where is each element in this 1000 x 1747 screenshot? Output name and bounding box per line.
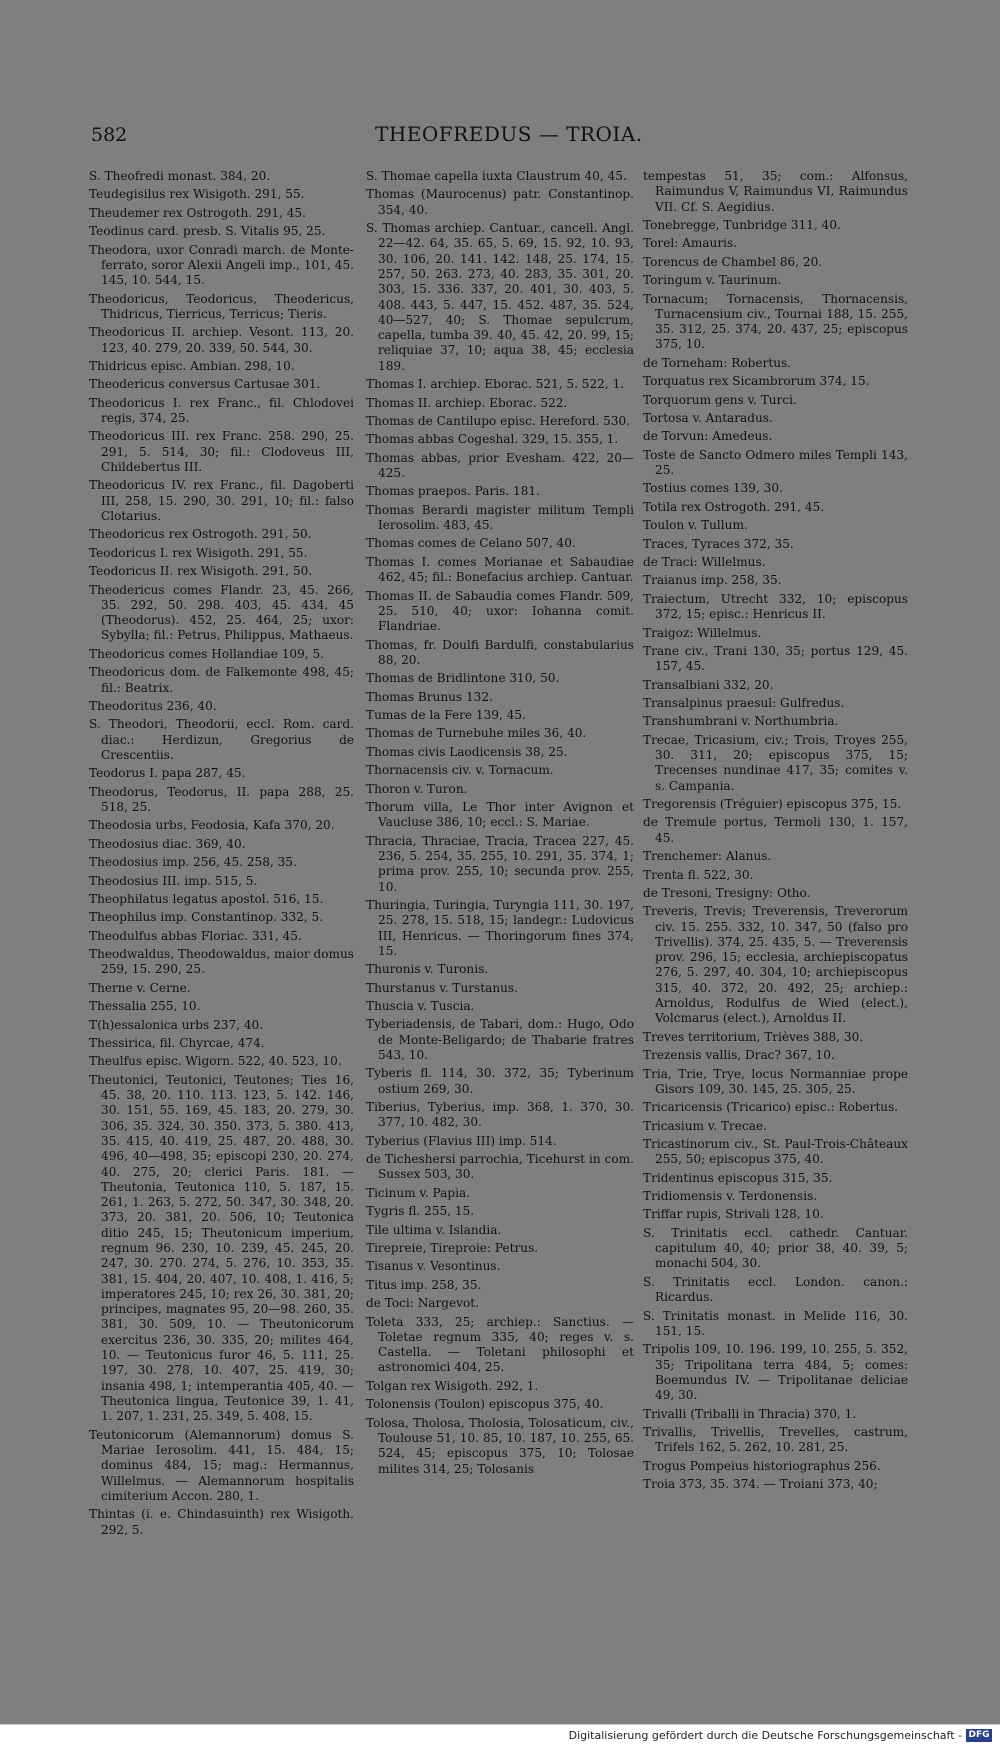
index-entry: Thomas Berardi magister militum Templi Ierosolim. 483, 45. xyxy=(366,502,634,533)
index-entry: Theodoricus rex Ostrogoth. 291, 50. xyxy=(89,527,312,542)
index-entry: Trivalli (Triballi in Thracia) 370, 1. xyxy=(643,1406,857,1421)
index-entry: Traces, Tyraces 372, 35. xyxy=(643,536,794,551)
index-entry: Troia 373, 35. 374. — Troiani 373, 40; xyxy=(643,1476,878,1491)
index-entry: Tolonensis (Toulon) episcopus 375, 40. xyxy=(366,1397,604,1412)
index-entry: Theodoricus II. archiep. Vesont. 113, 20. 123, 40. 279, 20. 339, 50. 544, 30. xyxy=(89,325,354,355)
index-entry: S. Trinitatis eccl. cathedr. Cantuar. capitulum 40, 40; prior 38, 40. 39, 5; monachi 504, 30. xyxy=(643,1225,908,1271)
index-entry: Thomas de Bridlintone 310, 50. xyxy=(366,671,560,686)
index-entry: Theodericus conversus Cartusae 301. xyxy=(89,377,321,392)
index-entry: Thracia, Thraciae, Tracia, Tracea 227, 45. 236, 5. 254, 35. 255, 10. 291, 35. 374, 1; prima prov. 255, 10; secunda prov. 255, 10. xyxy=(366,833,634,894)
dfg-logo: DFG xyxy=(966,1729,992,1742)
index-entry: Toleta 333, 25; archiep.: Sanctius. — Toletae regnum 335, 40; reges v. s. Castella. — Toletani philosophi et astronomici 404, 25. xyxy=(366,1314,634,1375)
index-entry: Tortosa v. Antaradus. xyxy=(643,411,773,425)
index-entry: Thomas abbas Cogeshal. 329, 15. 355, 1. xyxy=(366,432,619,447)
index-entry: Thomas praepos. Paris. 181. xyxy=(366,484,540,499)
index-entry: Tridiomensis v. Terdonensis. xyxy=(643,1189,818,1204)
index-entry: Torencus de Chambel 86, 20. xyxy=(643,254,823,269)
index-entry: Tripolis 109, 10. 196. 199, 10. 255, 5. 352, 35; Tripolitana terra 484, 5; comes: Boemundus IV. — Tripolitanae deliciae 49, 30. xyxy=(643,1342,908,1403)
index-entry: Torel: Amauris. xyxy=(643,236,738,251)
index-entry: Thomas I. comes Morianae et Sabaudiae 462, 45; fil.: Bonefacius archiep. Cantuar. xyxy=(366,554,634,585)
index-entry: Transalpinus praesul: Gulfredus. xyxy=(643,695,845,710)
index-entry: Tirepreie, Tireproie: Petrus. xyxy=(366,1240,539,1255)
index-entry: Tolgan rex Wisigoth. 292, 1. xyxy=(366,1378,539,1393)
index-entry: Theodosius imp. 256, 45. 258, 35. xyxy=(89,855,297,870)
index-entry: Theodoricus comes Hollandiae 109, 5. xyxy=(89,646,325,661)
index-entry: Tregorensis (Tréguier) episcopus 375, 15. xyxy=(643,797,902,812)
index-entry: Theodericus comes Flandr. 23, 45. 266, 35. 292, 50. 298. 403, 45. 434, 45 (Theodorus). 452, 25. 464, 25; uxor: Sybylla; fil.: Petrus, Philippus, Mathaeus. xyxy=(89,582,354,643)
index-entry: Tornacum; Tornacensis, Thornacensis, Turnacensium civ., Tournai 188, 15. 255, 35. 312, 25. 374, 20. 437, 25; episcopus 375, 10. xyxy=(643,291,908,352)
index-entry: de Toci: Nargevot. xyxy=(366,1296,480,1311)
index-entry: S. Theofredi monast. 384, 20. xyxy=(89,169,271,183)
index-entry: Thomas civis Laodicensis 38, 25. xyxy=(366,744,568,759)
index-entry: Theulfus episc. Wigorn. 522, 40. 523, 10. xyxy=(89,1054,342,1069)
page-number: 582 xyxy=(91,124,128,146)
index-entry: Tiberius, Tyberius, imp. 368, 1. 370, 30. 377, 10. 482, 30. xyxy=(366,1100,634,1130)
index-entry: Theophilus imp. Constantinop. 332, 5. xyxy=(89,910,324,925)
footer-credit: Digitalisierung gefördert durch die Deutsche Forschungsgemeinschaft - xyxy=(568,1729,962,1742)
index-column-3 xyxy=(643,169,908,1495)
index-entry: Tyberius (Flavius III) imp. 514. xyxy=(366,1133,557,1148)
index-entry: Tostius comes 139, 30. xyxy=(643,481,783,496)
index-entry: Triffar rupis, Strivali 128, 10. xyxy=(643,1207,824,1222)
index-entry: Thuringia, Turingia, Turyngia 111, 30. 197, 25. 278, 15. 518, 15; landegr.: Ludovicus III, Henricus. — Thoringorum fines 374, 15. xyxy=(366,897,634,958)
index-entry: Thomas comes de Celano 507, 40. xyxy=(366,536,576,551)
index-entry: Thomas de Cantilupo episc. Hereford. 530. xyxy=(366,413,631,428)
index-entry: de Torneham: Robertus. xyxy=(643,355,792,370)
index-entry: de Torvun: Amedeus. xyxy=(643,429,773,444)
index-entry: Tygris fl. 255, 15. xyxy=(366,1204,475,1219)
index-entry: Tyberiadensis, de Tabari, dom.: Hugo, Odo de Monte-Beligardo; de Thabarie fratres 543, 10. xyxy=(366,1017,634,1062)
index-entry: Tonebregge, Tunbridge 311, 40. xyxy=(643,217,841,232)
index-entry: Theodoricus, Teodoricus, Theodericus, Thidricus, Tierricus, Terricus; Tieris. xyxy=(89,291,354,321)
index-entry: Tridentinus episcopus 315, 35. xyxy=(643,1170,833,1185)
index-entry: Thidricus episc. Ambian. 298, 10. xyxy=(89,358,295,373)
index-entry: Thornacensis civ. v. Tornacum. xyxy=(366,763,554,778)
index-entry: Traianus imp. 258, 35. xyxy=(643,573,782,588)
index-entry: Thomas I. archiep. Eborac. 521, 5. 522, 1. xyxy=(366,377,625,392)
index-entry: Toste de Sancto Odmero miles Templi 143, 25. xyxy=(643,447,908,478)
index-entry: Theodoricus III. rex Franc. 258. 290, 25. 291, 5. 514, 30; fil.: Clodoveus III, Childebertus III. xyxy=(89,429,354,474)
index-entry: Thomas de Turnebuhe miles 36, 40. xyxy=(366,726,587,741)
index-entry: de Tremule portus, Termoli 130, 1. 157, 45. xyxy=(643,815,908,845)
index-entry: Teutonicorum (Alemannorum) domus S. Mariae Ierosolim. 441, 15. 484, 15; dominus 484, 15; mag.: Hermannus, Willelmus. — Alemannorum hospitalis cimiterium Accon. 280, 1. xyxy=(89,1427,354,1503)
index-entry: Torquatus rex Sicambrorum 374, 15. xyxy=(643,374,870,389)
index-entry: Trenta fl. 522, 30. xyxy=(643,867,754,882)
index-entry: Thomas (Maurocenus) patr. Constantinop. 354, 40. xyxy=(366,187,634,217)
index-entry: Theodora, uxor Conradi march. de Monte-ferrato, soror Alexii Angeli imp., 101, 45. 145, 10. 544, 15. xyxy=(89,242,354,288)
index-entry: de Traci: Willelmus. xyxy=(643,555,766,570)
index-entry: Thessirica, fil. Chyrcae, 474. xyxy=(89,1035,265,1050)
index-entry: Trane civ., Trani 130, 35; portus 129, 45. 157, 45. xyxy=(643,643,908,674)
index-entry: T(h)essalonica urbs 237, 40. xyxy=(89,1017,264,1032)
index-entry: Traigoz: Willelmus. xyxy=(643,625,762,640)
index-entry: de Tresoni, Tresigny: Otho. xyxy=(643,885,811,900)
index-entry: Teodoricus I. rex Wisigoth. 291, 55. xyxy=(89,545,308,560)
index-entry: Trenchemer: Alanus. xyxy=(643,849,772,864)
index-entry: Theodulfus abbas Floriac. 331, 45. xyxy=(89,928,302,943)
index-entry: Theodoritus 236, 40. xyxy=(89,698,217,713)
index-entry: Theodoricus IV. rex Franc., fil. Dagoberti III, 258, 15. 290, 30. 291, 10; fil.: falso Clotarius. xyxy=(89,478,354,523)
index-entry: S. Theodori, Theodorii, eccl. Rom. card. diac.: Herdizun, Gregorius de Crescentiis. xyxy=(89,717,354,762)
index-entry: Toringum v. Taurinum. xyxy=(643,273,782,288)
index-entry: Torquorum gens v. Turci. xyxy=(643,392,797,407)
index-entry: Teodoricus II. rex Wisigoth. 291, 50. xyxy=(89,564,313,579)
index-entry: Thintas (i. e. Chindasuinth) rex Wisigoth. 292, 5. xyxy=(89,1507,354,1537)
index-column-1 xyxy=(89,169,354,1541)
index-entry: Tricasium v. Trecae. xyxy=(643,1118,767,1133)
index-entry: Trivallis, Trivellis, Trevelles, castrum, Trifels 162, 5. 262, 10. 281, 25. xyxy=(643,1424,908,1455)
index-entry: Teodorus I. papa 287, 45. xyxy=(89,766,246,781)
index-entry: Traiectum, Utrecht 332, 10; episcopus 372, 15; episc.: Henricus II. xyxy=(643,591,908,622)
index-entry: Theodosius III. imp. 515, 5. xyxy=(89,873,258,888)
index-entry: de Ticheshersi parrochia, Ticehurst in com. Sussex 503, 30. xyxy=(366,1152,634,1182)
index-entry: Teudegisilus rex Wisigoth. 291, 55. xyxy=(89,187,305,202)
index-entry: Tria, Trie, Trye, locus Normanniae prope Gisors 109, 30. 145, 25. 305, 25. xyxy=(643,1066,908,1096)
index-entry: tempestas 51, 35; com.: Alfonsus, Raimundus V, Raimundus VI, Raimundus VII. Cf. S. Aegidius. xyxy=(643,169,908,214)
index-entry: Treves territorium, Trièves 388, 30. xyxy=(643,1029,864,1044)
index-entry: Theudemer rex Ostrogoth. 291, 45. xyxy=(89,205,306,220)
index-entry: S. Trinitatis eccl. London. canon.: Ricardus. xyxy=(643,1274,908,1305)
index-entry: Tricastinorum civ., St. Paul-Trois-Châteaux 255, 50; episcopus 375, 40. xyxy=(643,1137,908,1167)
index-entry: Thuronis v. Turonis. xyxy=(366,962,489,977)
index-entry: Thoron v. Turon. xyxy=(366,781,468,796)
index-entry: Trecae, Tricasium, civ.; Trois, Troyes 255, 30. 311, 20; episcopus 375, 15; Trecenses nundinae 417, 35; comites v. s. Campania. xyxy=(643,732,908,793)
index-entry: Theodwaldus, Theodowaldus, maior domus 259, 15. 290, 25. xyxy=(89,947,354,977)
index-entry: Thuscia v. Tuscia. xyxy=(366,998,475,1013)
index-entry: Transalbiani 332, 20. xyxy=(643,677,774,692)
index-entry: Treveris, Trevis; Treverensis, Treverorum civ. 15. 255. 332, 10. 347, 50 (falso pro Trivellis). 374, 25. 435, 5. — Treverensis prov. 296, 15; ecclesia, archiepiscopatus 276, 5. 297, 40. 304, 10; archiepiscopus 315, 40. 372, 20. 492, 25; archiep.: Arnoldus, Rodulfus de Wied (elect.), Volcmarus (elect.), Arnoldus II. xyxy=(643,904,908,1026)
index-entry: Thomas Brunus 132. xyxy=(366,689,493,704)
index-entry: S. Thomae capella iuxta Claustrum 40, 45. xyxy=(366,169,627,183)
index-entry: S. Trinitatis monast. in Melide 116, 30. 151, 15. xyxy=(643,1308,908,1338)
index-entry: Tricaricensis (Tricarico) episc.: Robertus. xyxy=(643,1100,899,1115)
index-entry: Tisanus v. Vesontinus. xyxy=(366,1259,501,1274)
index-entry: Ticinum v. Papia. xyxy=(366,1185,471,1200)
index-entry: S. Thomas archiep. Cantuar., cancell. Angl. 22—42. 64, 35. 65, 5. 69, 15. 92, 10. 93, 30. 106, 20. 141. 142. 148, 25. 174, 15. 257, 50. 263. 273, 40. 283, 35. 301, 20. 303, 15. 336. 337, 20. 401, 30. 403, 5. 408. 443, 5. 447, 15. 452. 487, 35. 524, 40—527, 40; S. Thomae sepulcrum, capella, tumba 39. 40, 45. 42, 20. 99, 15; reliquiae 37, 10; aqua 38, 45; ecclesia 189. xyxy=(366,221,634,373)
index-entry: Thomas II. de Sabaudia comes Flandr. 509, 25. 510, 40; uxor: Iohanna comit. Flandriae. xyxy=(366,588,634,634)
index-entry: Titus imp. 258, 35. xyxy=(366,1277,482,1292)
index-entry: Thurstanus v. Turstanus. xyxy=(366,980,518,995)
index-entry: Trogus Pompeius historiographus 256. xyxy=(643,1458,881,1473)
index-entry: Transhumbrani v. Northumbria. xyxy=(643,714,839,729)
index-entry: Totila rex Ostrogoth. 291, 45. xyxy=(643,499,825,514)
index-entry: Theodoricus I. rex Franc., fil. Chlodovei regis, 374, 25. xyxy=(89,395,354,425)
index-entry: Thorum villa, Le Thor inter Avignon et Vaucluse 386, 10; eccl.: S. Mariae. xyxy=(366,799,634,830)
index-entry: Thomas, fr. Doulfi Bardulfi, constabularius 88, 20. xyxy=(366,637,634,667)
index-entry: Theutonici, Teutonici, Teutones; Ties 16, 45. 38, 20. 110. 113. 123, 5. 142. 146, 30. 151, 55. 169, 45. 183, 20. 279, 30. 306, 35. 324, 30. 350. 373, 5. 380. 413, 35. 415, 40. 419, 25. 487, 20. 488, 30. 496, 40—498, 35; episcopi 230, 20. 274, 40. 275, 20; clerici Paris. 181. — Theutonia, Teutonica 110, 5. 187, 15. 261, 1. 263, 5. 272, 50. 347, 30. 348, 20. 373, 20. 381, 20. 506, 10; Teutonica ditio 245, 15; Theutonicum imperium, regnum 96. 230, 10. 239, 45. 245, 20. 247, 30. 270. 274, 5. 276, 10. 353, 35. 381, 15. 404, 20. 407, 10. 408, 1. 416, 5; imperatores 245, 10; rex 26, 30. 381, 20; principes, magnates 95, 20—98. 260, 35. 381, 30. 509, 10. — Theutonicorum exercitus 236, 30. 335, 20; milites 464, 10. — Teutonicus furor 46, 5. 111, 25. 197, 30. 278, 10. 407, 25. 419, 30; insania 498, 1; intemperantia 405, 40. — Theutonica lingua, Teutonice 39, 1. 41, 1. 207, 1. 231, 25. 349, 5. 408, 15. xyxy=(89,1072,354,1424)
index-entry: Trezensis vallis, Drac? 367, 10. xyxy=(643,1048,835,1063)
index-entry: Theodosia urbs, Feodosia, Kafa 370, 20. xyxy=(89,818,335,833)
index-entry: Theophilatus legatus apostol. 516, 15. xyxy=(89,891,324,906)
index-entry: Teodinus card. presb. S. Vitalis 95, 25. xyxy=(89,224,326,239)
index-entry: Tile ultima v. Islandia. xyxy=(366,1222,502,1237)
index-entry: Thomas abbas, prior Evesham. 422, 20—425. xyxy=(366,450,634,480)
index-entry: Toulon v. Tullum. xyxy=(643,518,748,533)
page-title: THEOFREDUS — TROIA. xyxy=(375,122,643,146)
footer-bar xyxy=(0,1724,1000,1747)
index-entry: Theodorus, Teodorus, II. papa 288, 25. 518, 25. xyxy=(89,784,354,814)
index-entry: Therne v. Cerne. xyxy=(89,980,191,995)
index-entry: Theodosius diac. 369, 40. xyxy=(89,836,246,851)
index-column-2 xyxy=(366,169,634,1480)
index-entry: Thessalia 255, 10. xyxy=(89,999,201,1014)
index-entry: Theodoricus dom. de Falkemonte 498, 45; fil.: Beatrix. xyxy=(89,665,354,695)
index-entry: Tolosa, Tholosa, Tholosia, Tolosaticum, civ., Toulouse 51, 10. 85, 10. 187, 10. 255, 65. 524, 45; episcopus 375, 10; Tolosae milites 314, 25; Tolosanis xyxy=(366,1415,634,1476)
index-entry: Thomas II. archiep. Eborac. 522. xyxy=(366,395,568,410)
index-entry: Tumas de la Fere 139, 45. xyxy=(366,708,526,722)
index-entry: Tyberis fl. 114, 30. 372, 35; Tyberinum ostium 269, 30. xyxy=(366,1066,634,1096)
